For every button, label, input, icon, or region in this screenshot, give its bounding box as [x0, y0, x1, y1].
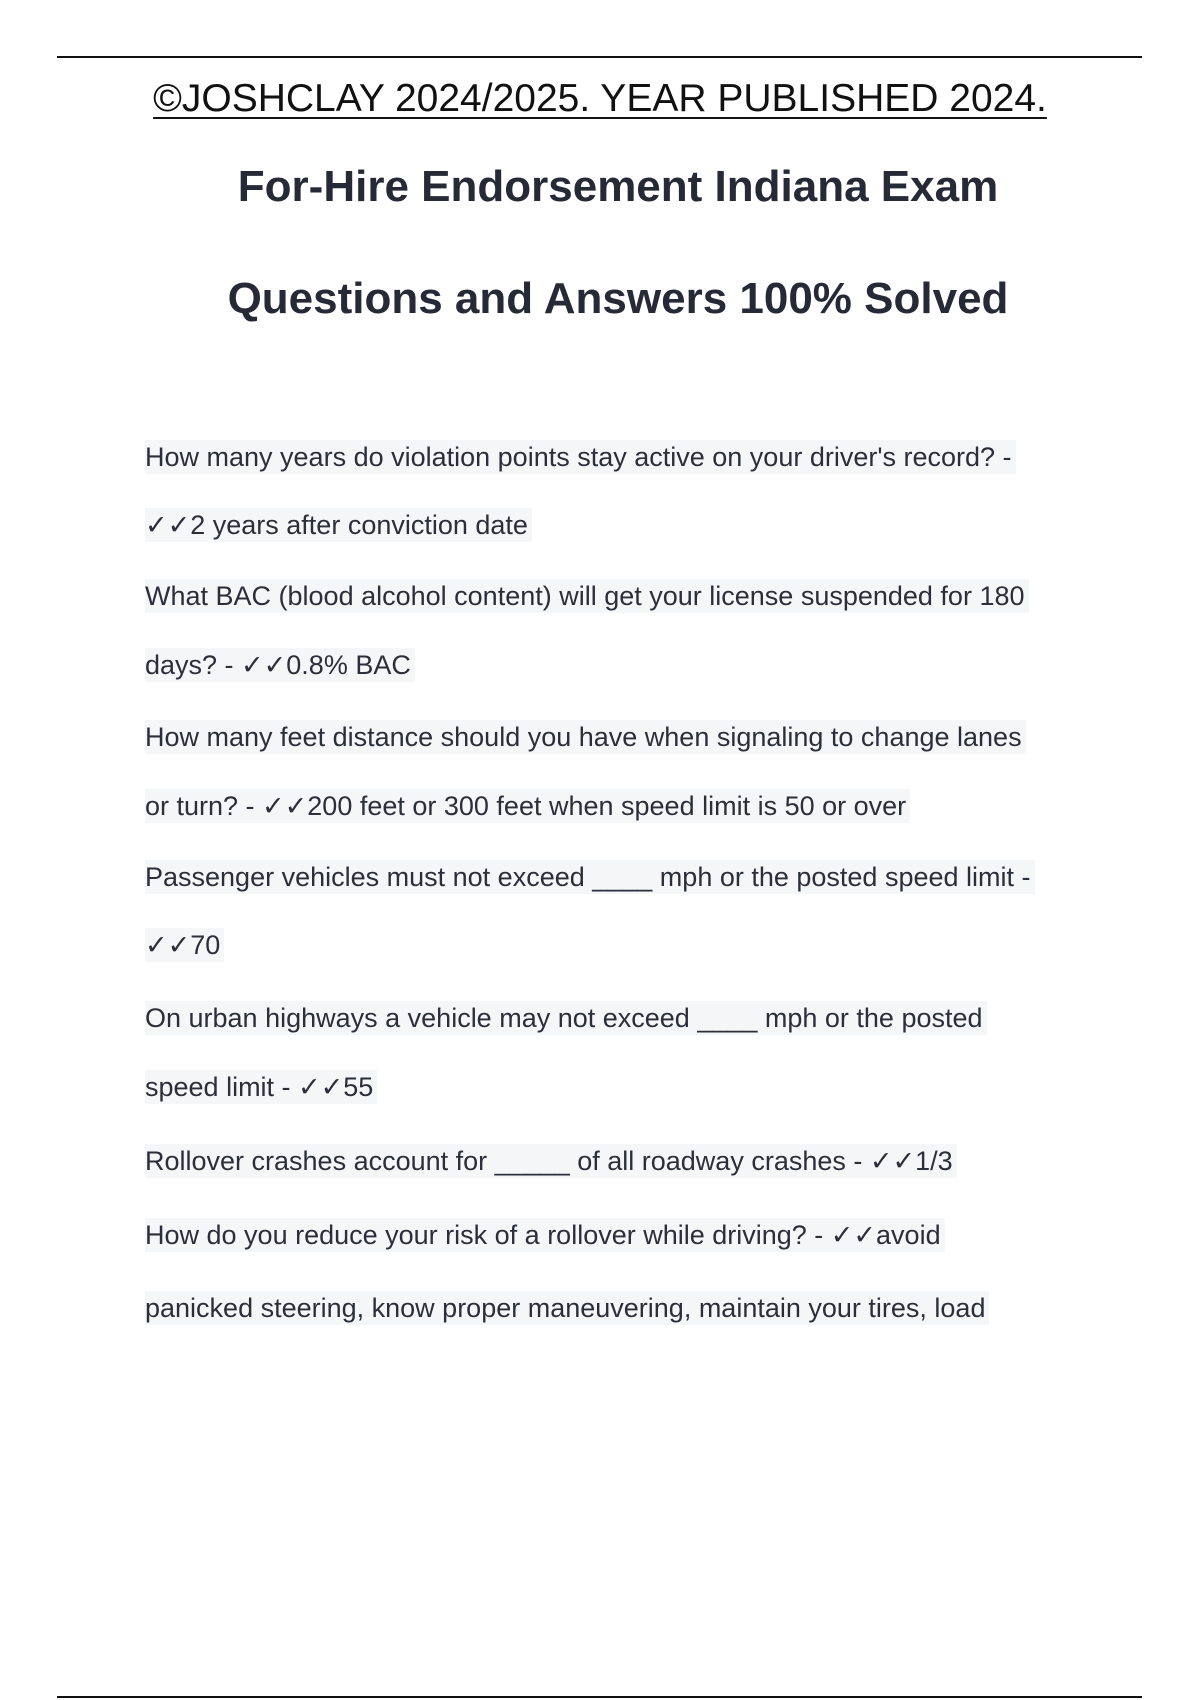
qa-line: or turn? - ✓✓200 feet or 300 feet when speed limit is 50 or over — [145, 789, 910, 823]
qa-line: panicked steering, know proper maneuvering, maintain your tires, load — [145, 1291, 989, 1325]
qa-line: What BAC (blood alcohol content) will get your license suspended for 180 — [145, 579, 1029, 613]
qa-line: On urban highways a vehicle may not exceed ____ mph or the posted — [145, 1001, 987, 1035]
document-title-line-2: Questions and Answers 100% Solved — [227, 274, 1009, 323]
qa-line: How do you reduce your risk of a rollover while driving? - ✓✓avoid — [145, 1218, 945, 1252]
qa-line: days? - ✓✓0.8% BAC — [145, 648, 415, 682]
qa-line: How many years do violation points stay active on your driver's record? - — [145, 440, 1016, 474]
document-title-line-1: For-Hire Endorsement Indiana Exam — [237, 162, 999, 211]
copyright-text: ©JOSHCLAY 2024/2025. YEAR PUBLISHED 2024. — [153, 77, 1047, 120]
qa-line: How many feet distance should you have when signaling to change lanes — [145, 720, 1026, 754]
qa-line: ✓✓2 years after conviction date — [145, 508, 532, 542]
qa-line: Rollover crashes account for _____ of all roadway crashes - ✓✓1/3 — [145, 1144, 957, 1178]
qa-line: Passenger vehicles must not exceed ____ mph or the posted speed limit - — [145, 860, 1035, 894]
top-rule — [57, 56, 1142, 58]
bottom-rule — [57, 1696, 1142, 1698]
qa-line: speed limit - ✓✓55 — [145, 1070, 377, 1104]
copyright-header — [0, 76, 1200, 123]
qa-line: ✓✓70 — [145, 928, 224, 962]
